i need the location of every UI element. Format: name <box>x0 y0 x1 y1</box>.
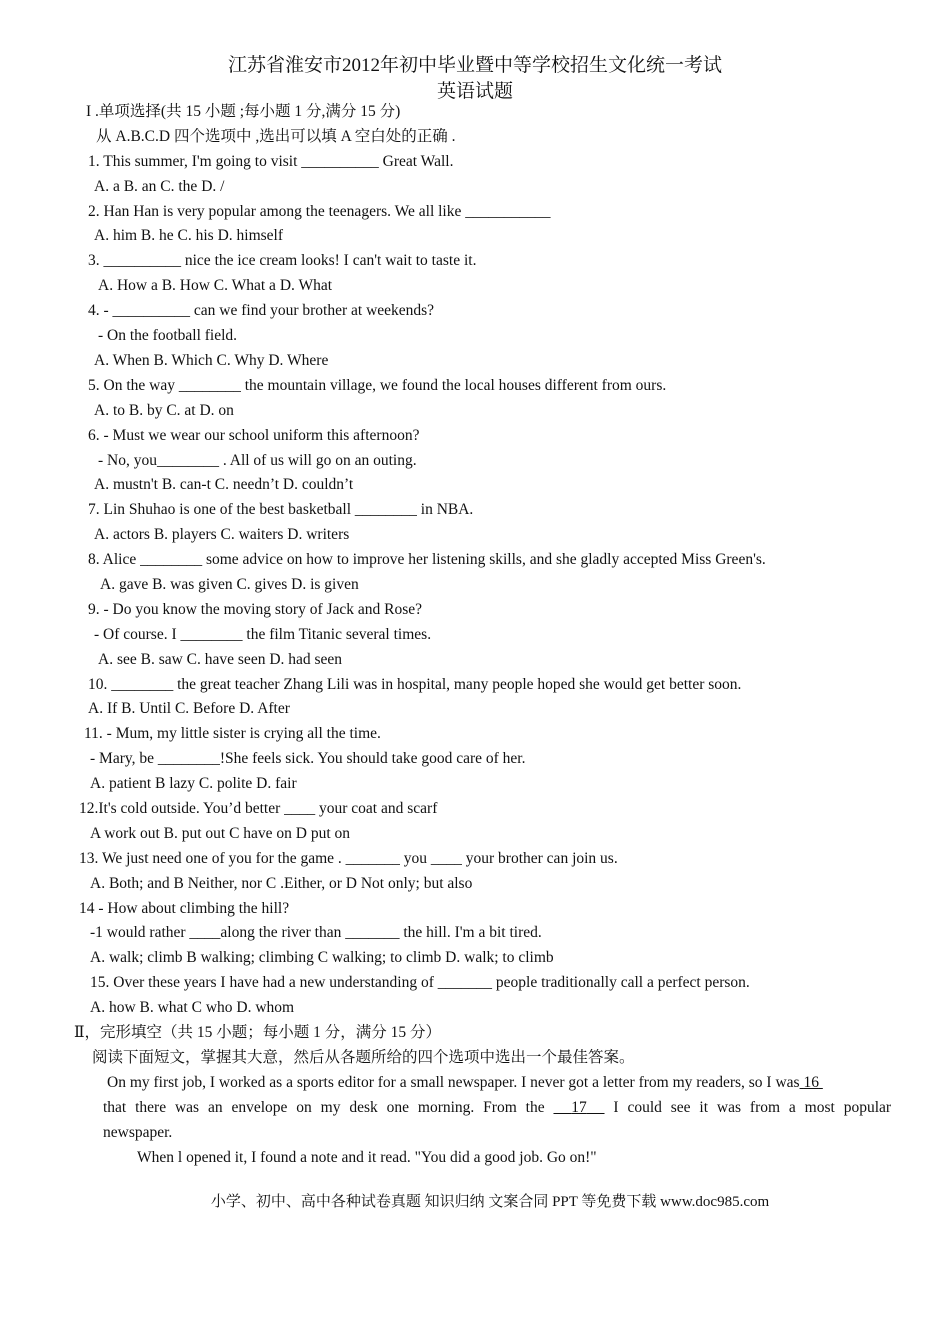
options-15: A. how B. what C who D. whom <box>90 999 295 1016</box>
passage-paragraph-2: When l opened it, I found a note and it read. "You did a good job. Go on!" <box>137 1149 597 1166</box>
passage-line-1 <box>107 1073 823 1093</box>
question-4-answer: - On the football field. <box>98 327 238 344</box>
question-5: 5. On the way ________ the mountain village, we found the local houses different from ours. <box>88 377 667 394</box>
question-14: 14 - How about climbing the hill? <box>79 900 290 917</box>
question-9: 9. - Do you know the moving story of Jack and Rose? <box>88 601 423 618</box>
question-2: 2. Han Han is very popular among the teenagers. We all like ___________ <box>88 203 551 220</box>
question-15: 15. Over these years I have had a new understanding of _______ people traditionally call a perfect person. <box>90 974 750 991</box>
options-11: A. patient B lazy C. polite D. fair <box>90 775 297 792</box>
exam-subtitle: 英语试题 <box>436 81 513 102</box>
blank-16: 16 <box>803 1074 819 1091</box>
question-12: 12.It's cold outside. You’d better ____ your coat and scarf <box>79 800 438 817</box>
passage-text: that there was an envelope on my desk one morning. From the <box>103 1099 545 1116</box>
options-10: A. If B. Until C. Before D. After <box>88 700 290 717</box>
options-6: A. mustn't B. can-t C. needn’t D. couldn’t <box>94 476 354 493</box>
passage-line-3: newspaper. <box>103 1124 173 1141</box>
question-4: 4. - __________ can we find your brother at weekends? <box>88 302 435 319</box>
question-7: 7. Lin Shuhao is one of the best basketball ________ in NBA. <box>88 501 474 518</box>
section1-instruction: 从 A.B.C.D 四个选项中 ,选出可以填 A 空白处的正确 . <box>96 128 456 145</box>
section2-heading: Ⅱ，完形填空（共 15 小题；每小题 1 分，满分 15 分） <box>74 1024 442 1041</box>
options-2: A. him B. he C. his D. himself <box>94 227 284 244</box>
options-4: A. When B. Which C. Why D. Where <box>94 352 329 369</box>
options-3: A. How a B. How C. What a D. What <box>98 277 333 294</box>
passage-text: I could see it was from a most popular <box>613 1099 892 1116</box>
section2-instruction: 阅读下面短文，掌握其大意，然后从各题所给的四个选项中选出一个最佳答案。 <box>92 1049 635 1066</box>
options-7: A. actors B. players C. waiters D. writers <box>94 526 350 543</box>
exam-title: 江苏省淮安市2012年初中毕业暨中等学校招生文化统一考试 <box>227 55 722 76</box>
question-10: 10. ________ the great teacher Zhang Lili was in hospital, many people hoped she would get better soon. <box>88 676 742 693</box>
options-1: A. a B. an C. the D. / <box>94 178 225 195</box>
question-6: 6. - Must we wear our school uniform this afternoon? <box>88 427 420 444</box>
options-9: A. see B. saw C. have seen D. had seen <box>98 651 343 668</box>
question-13: 13. We just need one of you for the game . _______ you ____ your brother can join us. <box>79 850 618 867</box>
options-5: A. to B. by C. at D. on <box>94 402 234 419</box>
section1-heading: I .单项选择(共 15 小题 ;每小题 1 分,满分 15 分) <box>86 103 401 120</box>
question-14-answer: -1 would rather ____along the river than _______ the hill. I'm a bit tired. <box>90 924 542 941</box>
passage-text: On my first job, I worked as a sports editor for a small newspaper. I never got a letter from my readers, so I was <box>107 1074 800 1091</box>
footer-text: 小学、初中、高中各种试卷真题 知识归纳 文案合同 PPT 等免费下载 www.doc985.com <box>210 1194 770 1210</box>
options-13: A. Both; and B Neither, nor C .Either, or D Not only; but also <box>90 875 473 892</box>
question-9-answer: - Of course. I ________ the film Titanic several times. <box>94 626 432 643</box>
question-11-answer: - Mary, be ________!She feels sick. You should take good care of her. <box>90 750 526 767</box>
options-12: A work out B. put out C have on D put on <box>90 825 351 842</box>
blank-17: 17 <box>571 1099 587 1116</box>
question-3: 3. __________ nice the ice cream looks! I can't wait to taste it. <box>88 252 477 269</box>
question-6-answer: - No, you________ . All of us will go on an outing. <box>98 452 417 469</box>
options-14: A. walk; climb B walking; climbing C walking; to climb D. walk; to climb <box>90 949 554 966</box>
question-1: 1. This summer, I'm going to visit __________ Great Wall. <box>88 153 454 170</box>
options-8: A. gave B. was given C. gives D. is given <box>100 576 359 593</box>
question-11: 11. - Mum, my little sister is crying all the time. <box>84 725 381 742</box>
question-8: 8. Alice ________ some advice on how to improve her listening skills, and she gladly accepted Miss Green's. <box>88 551 766 568</box>
passage-line-2 <box>103 1098 891 1118</box>
